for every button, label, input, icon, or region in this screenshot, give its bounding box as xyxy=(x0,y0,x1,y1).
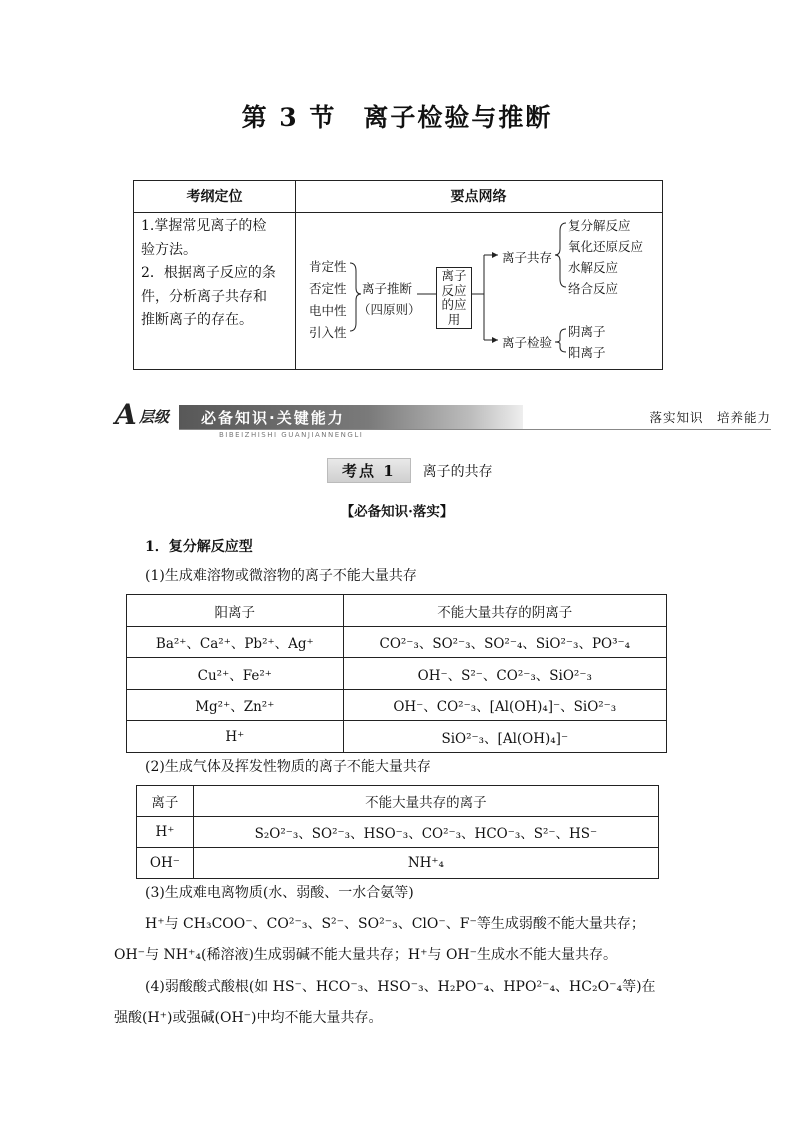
table-cell: S₂O²⁻₃、SO²⁻₃、HSO⁻₃、CO²⁻₃、HCO⁻₃、S²⁻、HS⁻ xyxy=(193,817,658,848)
section-tag: 【必备知识·落实】 xyxy=(340,504,454,520)
kaodian-label: 考点 1 xyxy=(327,458,411,483)
coexist-label: 离子共存 xyxy=(502,250,553,265)
level-letter: A xyxy=(115,398,137,431)
objective-header: 考纲定位 xyxy=(186,189,243,205)
table-cell: CO²⁻₃、SO²⁻₃、SO²⁻₄、SiO²⁻₃、PO³⁻₄ xyxy=(343,627,666,658)
banner-pinyin: BIBEIZHISHI GUANJIANNENGLI xyxy=(219,431,364,439)
network-header: 要点网络 xyxy=(450,189,507,205)
reaction-type: 络合反应 xyxy=(568,281,619,296)
table-gas xyxy=(136,785,659,879)
inference-label: 离子推断 xyxy=(362,281,413,296)
principle: 否定性 xyxy=(309,281,347,296)
table-cell: H⁺ xyxy=(127,721,344,753)
reaction-type: 复分解反应 xyxy=(568,218,631,233)
subheading-1: (1)生成难溶物或微溶物的离子不能大量共存 xyxy=(145,568,417,584)
paragraph-4-line-2: 强酸(H⁺)或强碱(OH⁻)中均不能大量共存。 xyxy=(114,1010,383,1026)
paragraph-3-line-1: H⁺与 CH₃COO⁻、CO²⁻₃、S²⁻、SO²⁻₃、ClO⁻、F⁻等生成弱酸不能大量共存； xyxy=(145,916,645,932)
level-banner xyxy=(115,398,771,439)
subheading-2: (2)生成气体及挥发性物质的离子不能大量共存 xyxy=(145,759,431,775)
subheading-3: (3)生成难电离物质(水、弱酸、一水合氨等) xyxy=(145,885,414,901)
table-precipitation xyxy=(126,594,667,753)
table-cell: Cu²⁺、Fe²⁺ xyxy=(127,658,344,690)
principle: 肯定性 xyxy=(309,259,347,274)
principle: 电中性 xyxy=(309,303,347,318)
table-cell: OH⁻、S²⁻、CO²⁻₃、SiO²⁻₃ xyxy=(343,658,666,690)
table-header: 阳离子 xyxy=(127,595,344,627)
reaction-type: 氧化还原反应 xyxy=(568,239,644,254)
table-cell: OH⁻、CO²⁻₃、[Al(OH)₄]⁻、SiO²⁻₃ xyxy=(343,690,666,721)
table-cell: H⁺ xyxy=(137,817,194,848)
kaodian-name: 离子的共存 xyxy=(422,464,493,480)
reaction-type: 水解反应 xyxy=(568,260,619,275)
table-cell: Mg²⁺、Zn²⁺ xyxy=(127,690,344,721)
network-connectors xyxy=(134,181,662,369)
heading-1: 1．复分解反应型 xyxy=(145,539,253,555)
table-cell: SiO²⁻₃、[Al(OH)₄]⁻ xyxy=(343,721,666,753)
table-header: 不能大量共存的阴离子 xyxy=(343,595,666,627)
ion-type: 阴离子 xyxy=(568,324,606,339)
objectives: 1.掌握常见离子的检 验方法。 2．根据离子反应的条 件，分析离子共存和 推断离子的存在。 xyxy=(141,218,276,328)
principle: 引入性 xyxy=(309,325,347,340)
banner-title: 必备知识·关键能力 xyxy=(201,409,345,427)
overview-table xyxy=(133,180,663,370)
paragraph-3-line-2: OH⁻与 NH⁺₄(稀溶液)生成弱碱不能大量共存；H⁺与 OH⁻生成水不能大量共存。 xyxy=(114,947,618,963)
center-box: 离子 反应 的应 用 xyxy=(436,267,472,329)
table-cell: OH⁻ xyxy=(137,848,194,879)
ion-type: 阳离子 xyxy=(568,345,606,360)
table-cell: Ba²⁺、Ca²⁺、Pb²⁺、Ag⁺ xyxy=(127,627,344,658)
paragraph-4-line-1: (4)弱酸酸式酸根(如 HS⁻、HCO⁻₃、HSO⁻₃、H₂PO⁻₄、HPO²⁻₄、HC₂O⁻₄等)在 xyxy=(145,979,656,995)
page-title: 第 3 节 离子检验与推断 xyxy=(241,103,553,132)
level-text: 层级 xyxy=(139,408,170,426)
four-principles-label: （四原则） xyxy=(358,302,421,317)
table-header: 不能大量共存的离子 xyxy=(193,786,658,817)
banner-right-text: 落实知识 培养能力 xyxy=(649,410,771,425)
table-header: 离子 xyxy=(137,786,194,817)
table-cell: NH⁺₄ xyxy=(193,848,658,879)
detect-label: 离子检验 xyxy=(502,335,553,350)
kaodian-heading xyxy=(327,458,493,483)
